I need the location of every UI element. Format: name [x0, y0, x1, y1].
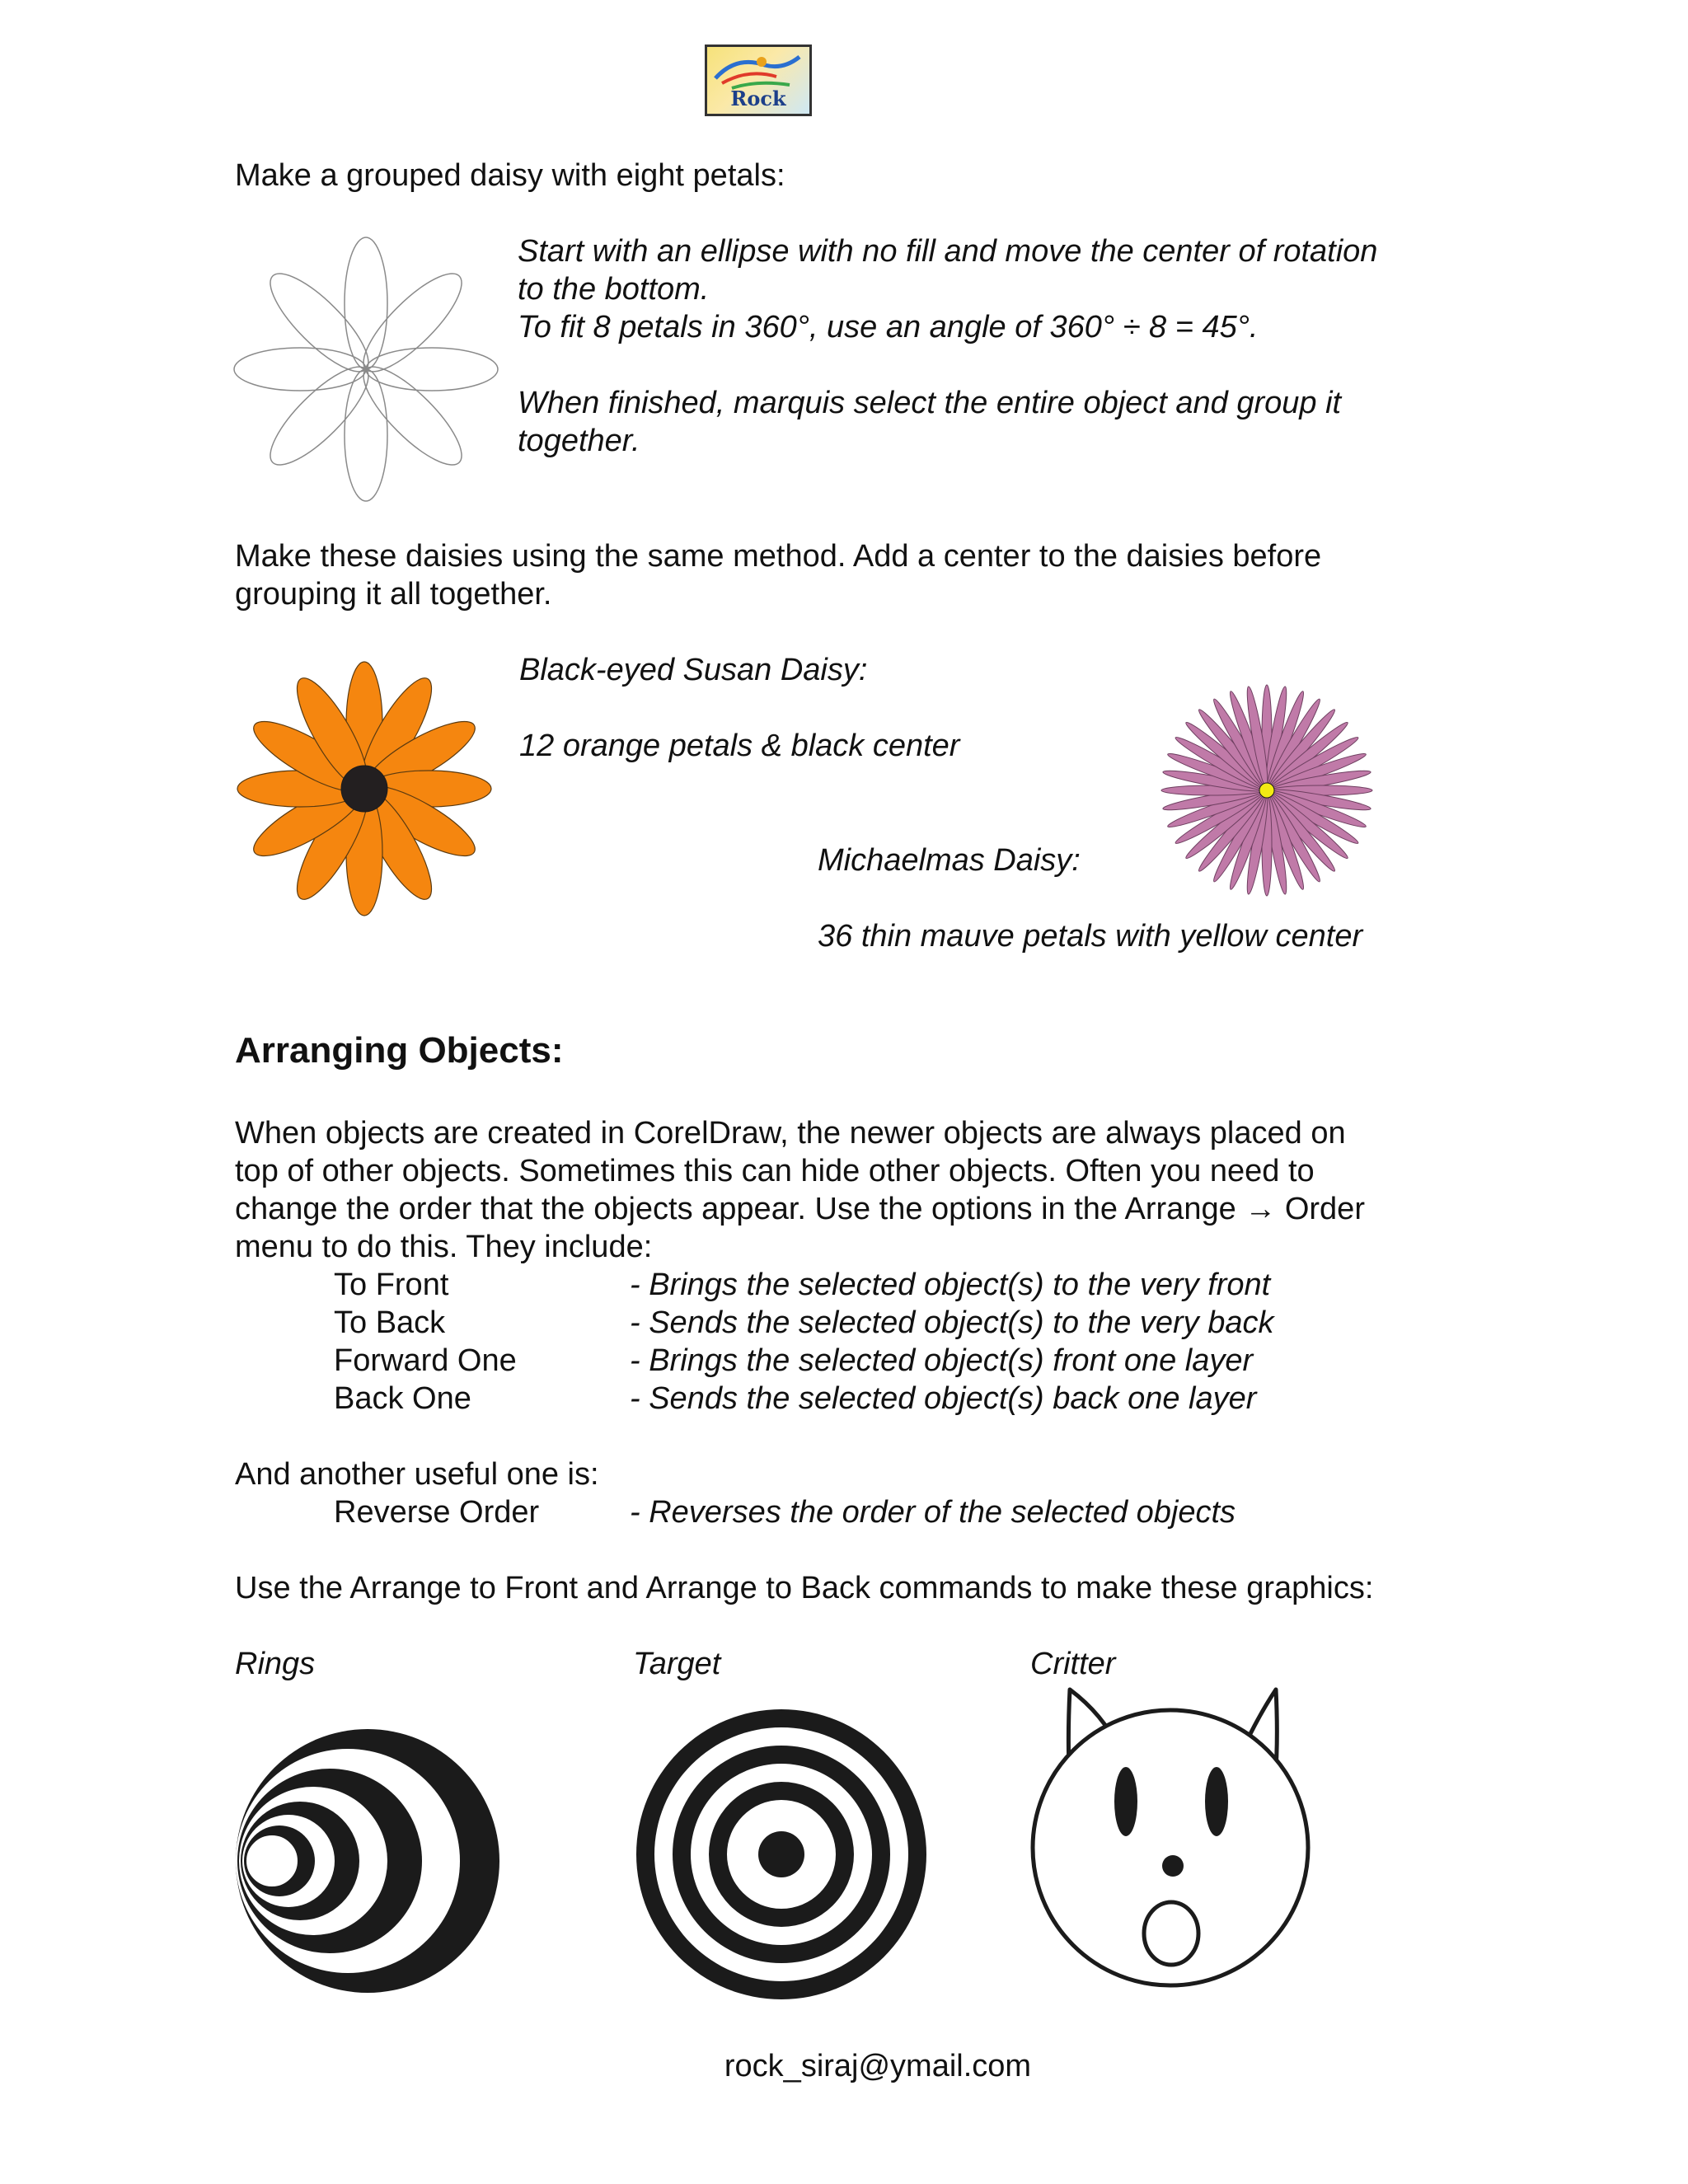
option-name: Reverse Order: [334, 1495, 540, 1530]
susan-title: Black-eyed Susan Daisy:: [519, 653, 868, 687]
intro-line-2: grouping it all together.: [235, 577, 552, 612]
option-desc: - Brings the selected object(s) to the very front: [630, 1268, 1271, 1302]
outline-petal: [234, 348, 366, 391]
option-name: To Front: [334, 1268, 449, 1302]
arranging-line-4: menu to do this. They include:: [235, 1230, 653, 1264]
option-desc: - Brings the selected object(s) front one layer: [630, 1343, 1254, 1378]
instruction-line-5: together.: [518, 424, 640, 458]
outline-petal: [257, 260, 381, 384]
outline-petal: [345, 237, 387, 369]
michaelmas-desc: 36 thin mauve petals with yellow center: [818, 919, 1363, 954]
intro-line-1: Make these daisies using the same method. Add a center to the daisies before: [235, 539, 1322, 574]
arranging-line-1: When objects are created in CorelDraw, the newer objects are always placed on: [235, 1116, 1346, 1151]
instruction-line-2: to the bottom.: [518, 272, 710, 307]
eight-petal-daisy-outline: [234, 229, 498, 509]
susan-desc: 12 orange petals & black center: [519, 729, 960, 763]
arranging-line-3: change the order that the objects appear. Use the options in the Arrange → Order: [235, 1192, 1365, 1226]
target-graphic: [633, 1704, 930, 2001]
nose-icon: [1162, 1855, 1184, 1877]
instruction-line-4: When finished, marquis select the entire object and group it: [518, 386, 1342, 420]
arranging-paragraph: [235, 1114, 1365, 1266]
rock-logo: [705, 45, 812, 116]
left-eye-icon: [1114, 1767, 1137, 1836]
outline-petal: [345, 369, 387, 501]
section2-intro: [235, 537, 1321, 613]
arranging-line-2: top of other objects. Sometimes this can hide other objects. Often you need to: [235, 1154, 1315, 1188]
michaelmas-daisy: [1156, 679, 1378, 902]
another-label: And another useful one is:: [235, 1457, 599, 1492]
instruction-line-1: Start with an ellipse with no fill and move the center of rotation: [518, 234, 1378, 269]
outline-petal: [257, 354, 381, 478]
arranging-heading: Arranging Objects:: [235, 1030, 564, 1071]
option-desc: - Sends the selected object(s) to the very back: [630, 1305, 1274, 1340]
critter-label: Critter: [1030, 1647, 1116, 1681]
instruction-line-3: To fit 8 petals in 360°, use an angle of 360° ÷ 8 = 45°.: [518, 310, 1259, 344]
michaelmas-title: Michaelmas Daisy:: [818, 843, 1081, 878]
option-desc: - Sends the selected object(s) back one layer: [630, 1381, 1257, 1416]
outline-petal: [351, 260, 475, 384]
black-center: [341, 766, 387, 812]
yellow-center: [1259, 783, 1274, 798]
black-eyed-susan-daisy: [232, 649, 496, 929]
outline-petal: [351, 354, 475, 478]
rings-graphic: [234, 1722, 506, 2003]
footer-email: rock_siraj@ymail.com: [724, 2049, 1032, 2083]
mouth-icon: [1144, 1902, 1198, 1965]
option-desc: - Reverses the order of the selected objects: [630, 1495, 1236, 1530]
section1-instructions: [518, 232, 1377, 460]
option-name: Back One: [334, 1381, 471, 1416]
critter-graphic: [1029, 1681, 1325, 2011]
use-arrange-line: Use the Arrange to Front and Arrange to Back commands to make these graphics:: [235, 1571, 1374, 1605]
option-name: To Back: [334, 1305, 446, 1340]
logo-text: Rock: [730, 87, 786, 110]
section1-heading: Make a grouped daisy with eight petals:: [235, 158, 785, 193]
target-label: Target: [633, 1647, 721, 1681]
outline-petal: [366, 348, 498, 391]
right-eye-icon: [1205, 1767, 1228, 1836]
rings-label: Rings: [235, 1647, 316, 1681]
option-name: Forward One: [334, 1343, 517, 1378]
